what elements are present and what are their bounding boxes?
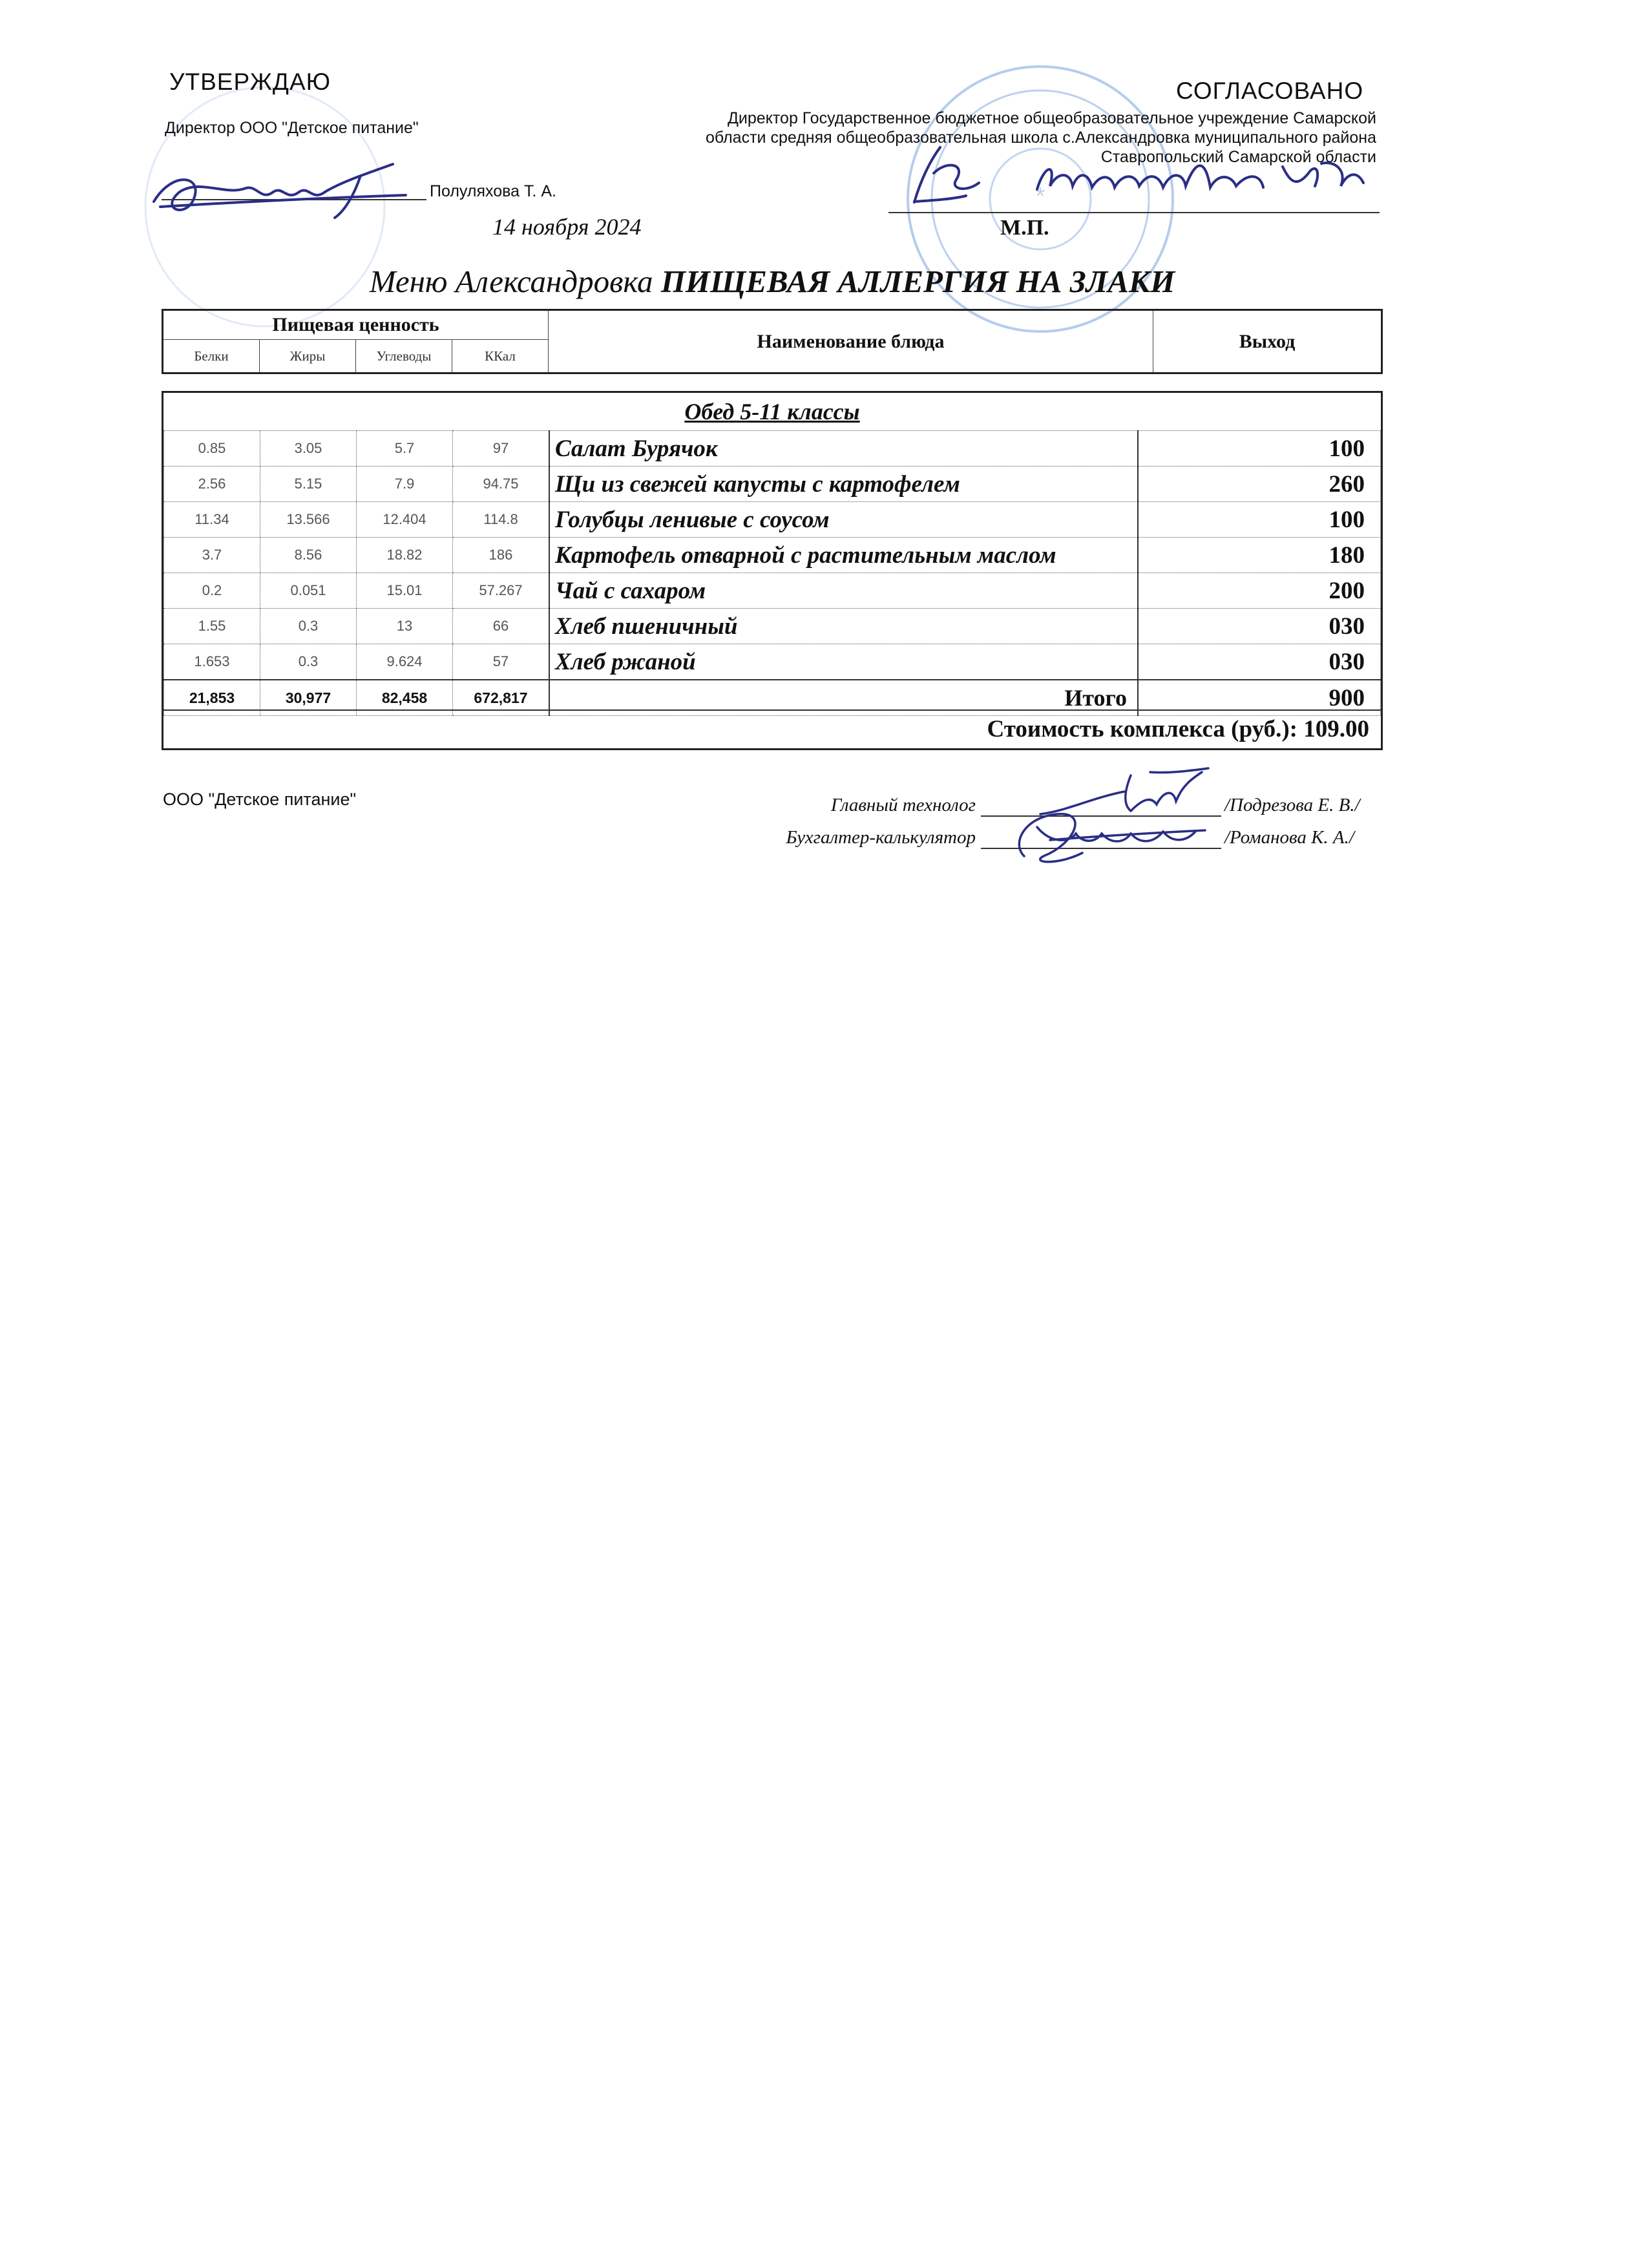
dish-name-cell: Чай с сахаром	[549, 573, 1138, 609]
total-fats: 30,977	[260, 680, 357, 716]
dish-name-cell: Картофель отварной с растительным маслом	[549, 538, 1138, 573]
kcal-cell: 57.267	[453, 573, 550, 609]
table-row	[164, 538, 1381, 573]
carbs-cell: 18.82	[357, 538, 453, 573]
kcal-cell: 66	[453, 609, 550, 644]
svg-text:*: *	[1035, 183, 1045, 210]
table-row	[164, 502, 1381, 538]
carbs-cell: 12.404	[357, 502, 453, 538]
menu-body	[162, 391, 1383, 750]
accountant-signature	[998, 798, 1218, 876]
header-fats: Жиры	[260, 340, 356, 373]
approve-role: Директор ООО "Детское питание"	[165, 119, 419, 137]
menu-header-table	[162, 309, 1383, 374]
complex-cost: Стоимость комплекса (руб.): 109.00	[163, 709, 1381, 748]
header-dish: Наименование блюда	[549, 310, 1153, 373]
total-kcal: 672,817	[453, 680, 550, 716]
dish-name-cell: Голубцы ленивые с соусом	[549, 502, 1138, 538]
total-carbs: 82,458	[357, 680, 453, 716]
fats-cell: 0.3	[260, 644, 357, 680]
table-row	[164, 467, 1381, 502]
kcal-cell: 94.75	[453, 467, 550, 502]
kcal-cell: 114.8	[453, 502, 550, 538]
dish-name-cell: Хлеб ржаной	[549, 644, 1138, 680]
table-row	[164, 644, 1381, 680]
header-proteins: Белки	[163, 340, 260, 373]
fats-cell: 13.566	[260, 502, 357, 538]
accountant-label: Бухгалтер-калькулятор	[786, 827, 976, 848]
dish-name-cell: Салат Бурячок	[549, 431, 1138, 467]
tech-name: /Подрезова Е. В./	[1224, 795, 1360, 815]
fats-cell: 0.3	[260, 609, 357, 644]
school-director-signature	[895, 134, 1386, 215]
fats-cell: 0.051	[260, 573, 357, 609]
header-nutrition: Пищевая ценность	[163, 310, 549, 340]
kcal-cell: 97	[453, 431, 550, 467]
proteins-cell: 2.56	[164, 467, 260, 502]
fats-cell: 5.15	[260, 467, 357, 502]
carbs-cell: 13	[357, 609, 453, 644]
output-cell: 030	[1138, 644, 1381, 680]
proteins-cell: 3.7	[164, 538, 260, 573]
agreed-title: СОГЛАСОВАНО	[1176, 78, 1364, 104]
table-row	[164, 573, 1381, 609]
menu-table	[163, 430, 1381, 716]
tech-label: Главный технолог	[830, 795, 976, 815]
proteins-cell: 1.55	[164, 609, 260, 644]
fats-cell: 8.56	[260, 538, 357, 573]
title-prefix: Меню Александровка	[369, 264, 653, 299]
approve-name: Полуляхова Т. А.	[430, 182, 556, 200]
accountant-name: /Романова К. А./	[1224, 827, 1354, 848]
approve-title: УТВЕРЖДАЮ	[169, 68, 331, 95]
output-cell: 100	[1138, 431, 1381, 467]
section-title: Обед 5-11 классы	[684, 399, 860, 425]
table-row	[164, 609, 1381, 644]
output-cell: 030	[1138, 609, 1381, 644]
page-title	[162, 263, 1383, 300]
agreed-role-line: области средняя общеобразовательная школа с.Александровка муниципального района	[706, 129, 1376, 147]
dish-name-cell: Щи из свежей капусты с картофелем	[549, 467, 1138, 502]
carbs-cell: 5.7	[357, 431, 453, 467]
header-output: Выход	[1153, 310, 1382, 373]
proteins-cell: 0.85	[164, 431, 260, 467]
output-cell: 260	[1138, 467, 1381, 502]
carbs-cell: 7.9	[357, 467, 453, 502]
output-cell: 180	[1138, 538, 1381, 573]
dish-name-cell: Хлеб пшеничный	[549, 609, 1138, 644]
header-carbs: Углеводы	[356, 340, 452, 373]
proteins-cell: 1.653	[164, 644, 260, 680]
director-signature	[147, 156, 419, 227]
total-output: 900	[1138, 680, 1381, 716]
output-cell: 100	[1138, 502, 1381, 538]
total-proteins: 21,853	[164, 680, 260, 716]
carbs-cell: 15.01	[357, 573, 453, 609]
approve-date: 14 ноября 2024	[492, 214, 642, 240]
total-label: Итого	[549, 680, 1138, 716]
proteins-cell: 0.2	[164, 573, 260, 609]
stamp-label: М.П.	[1000, 216, 1049, 240]
fats-cell: 3.05	[260, 431, 357, 467]
agreed-role-line: Ставропольский Самарской области	[1100, 148, 1376, 166]
output-cell: 200	[1138, 573, 1381, 609]
kcal-cell: 186	[453, 538, 550, 573]
agreed-role-line: Директор Государственное бюджетное общеобразовательное учреждение Самарской	[727, 109, 1376, 127]
kcal-cell: 57	[453, 644, 550, 680]
proteins-cell: 11.34	[164, 502, 260, 538]
carbs-cell: 9.624	[357, 644, 453, 680]
table-row	[164, 431, 1381, 467]
footer-org: ООО "Детское питание"	[163, 790, 357, 809]
header-kcal: ККал	[452, 340, 549, 373]
title-main: ПИЩЕВАЯ АЛЛЕРГИЯ НА ЗЛАКИ	[660, 264, 1175, 299]
